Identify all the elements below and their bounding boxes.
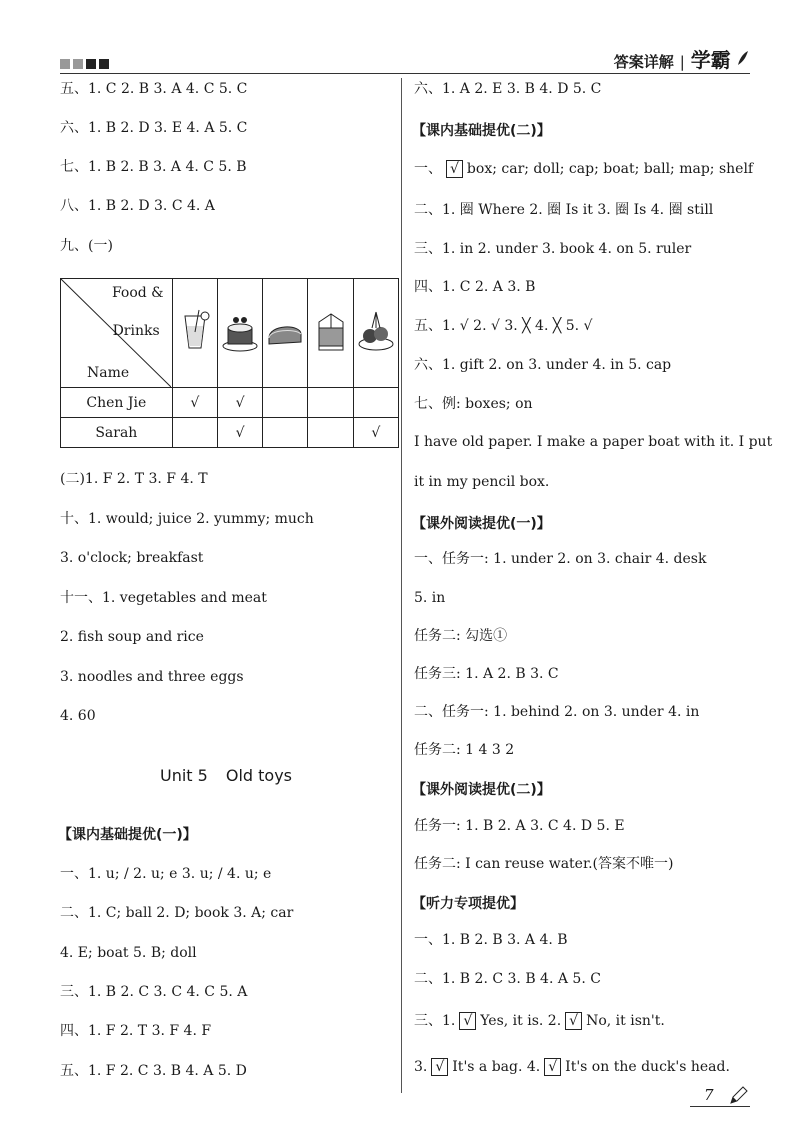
answer-line: 九、(一)	[60, 238, 113, 254]
answer-line: 任务三: 1. A 2. B 3. C	[414, 666, 559, 682]
column-divider	[401, 78, 402, 1093]
section-heading: 【听力专项提优】	[412, 896, 524, 912]
table-mark: √	[217, 388, 262, 418]
table-mark	[308, 418, 353, 448]
table-mark	[263, 388, 308, 418]
food-drinks-table	[60, 278, 399, 448]
answer-line: I have old paper. I make a paper boat with it. I put	[414, 434, 773, 450]
table-mark	[353, 388, 398, 418]
answer-text: Yes, it is. 2.	[480, 1013, 562, 1029]
answer-line: 二、1. 圈 Where 2. 圈 Is it 3. 圈 Is 4. 圈 still	[414, 202, 714, 218]
answer-line: 七、例: boxes; on	[414, 396, 533, 412]
brand-leaf-icon	[736, 49, 750, 67]
answer-line: 六、1. gift 2. on 3. under 4. in 5. cap	[414, 357, 672, 373]
answer-prefix: 三、1.	[414, 1013, 456, 1029]
milk-cell	[308, 279, 353, 388]
answer-line: 4. E; boat 5. B; doll	[60, 945, 197, 961]
table-mark	[263, 418, 308, 448]
answer-line: 一、1. B 2. B 3. A 4. B	[414, 932, 568, 948]
answer-line: 二、任务一: 1. behind 2. on 3. under 4. in	[414, 704, 700, 720]
answer-line: 四、1. F 2. T 3. F 4. F	[60, 1023, 212, 1039]
milk-icon	[311, 306, 351, 356]
table-mark	[172, 418, 217, 448]
answer-line: 三、1. in 2. under 3. book 4. on 5. ruler	[414, 241, 692, 257]
answer-line: 5. in	[414, 590, 446, 606]
answer-text: box; car; doll; cap; boat; ball; map; shelf	[466, 161, 754, 177]
header-squares	[60, 54, 112, 73]
pencil-icon	[728, 1086, 748, 1106]
answer-prefix: 一、	[414, 161, 442, 177]
answer-line: 3. noodles and three eggs	[60, 669, 244, 685]
answer-line: 二、1. B 2. C 3. B 4. A 5. C	[414, 971, 601, 987]
answer-line: 十一、1. vegetables and meat	[60, 590, 267, 606]
table-header-diagonal	[61, 279, 173, 388]
answer-line: 六、1. A 2. E 3. B 4. D 5. C	[414, 81, 602, 97]
check-box: √	[446, 160, 463, 178]
section-heading: 【课外阅读提优(一)】	[412, 516, 551, 532]
check-box: √	[459, 1012, 476, 1030]
table-mark: √	[217, 418, 262, 448]
bread-cell	[263, 279, 308, 388]
answer-line: 八、1. B 2. D 3. C 4. A	[60, 198, 215, 214]
answer-line: 五、1. C 2. B 3. A 4. C 5. C	[60, 81, 248, 97]
answer-line: 一、任务一: 1. under 2. on 3. chair 4. desk	[414, 551, 707, 567]
table-mark: √	[353, 418, 398, 448]
answer-line: 一、1. u; / 2. u; e 3. u; / 4. u; e	[60, 866, 272, 882]
header-food: Food &	[111, 285, 164, 301]
answer-text: It's a bag. 4.	[452, 1059, 541, 1075]
header-rule	[60, 73, 750, 74]
answer-line: (二)1. F 2. T 3. F 4. T	[60, 471, 208, 487]
answer-line: 3. o'clock; breakfast	[60, 550, 204, 566]
answer-line: 二、1. C; ball 2. D; book 3. A; car	[60, 905, 294, 921]
answer-line: 三、1. B 2. C 3. C 4. C 5. A	[60, 984, 248, 1000]
answer-line: 任务一: 1. B 2. A 3. C 4. D 5. E	[414, 818, 625, 834]
answer-line: 4. 60	[60, 708, 96, 724]
table-row-name: Chen Jie	[61, 388, 173, 418]
vegetables-cell	[353, 279, 398, 388]
unit-title-number: Unit 5	[160, 766, 208, 785]
answer-line: 四、1. C 2. A 3. B	[414, 279, 536, 295]
page-header	[60, 44, 750, 74]
answer-line: it in my pencil box.	[414, 474, 550, 490]
bread-icon	[265, 306, 305, 356]
table-row-name: Sarah	[61, 418, 173, 448]
answer-line: 2. fish soup and rice	[60, 629, 204, 645]
check-box: √	[544, 1058, 561, 1076]
section-heading: 【课外阅读提优(二)】	[412, 782, 551, 798]
answer-text: No, it isn't.	[586, 1013, 665, 1029]
unit-title	[160, 766, 310, 785]
section-heading: 【课内基础提优(一)】	[58, 827, 197, 843]
answer-line: 七、1. B 2. B 3. A 4. C 5. B	[60, 159, 247, 175]
answer-line: 任务二: I can reuse water.(答案不唯一)	[414, 856, 674, 872]
answer-text: It's on the duck's head.	[565, 1059, 730, 1075]
brand-left: 答案详解	[613, 53, 674, 71]
answer-line	[414, 160, 753, 178]
answer-line: 任务二: 1 4 3 2	[414, 742, 515, 758]
unit-title-name: Old toys	[225, 766, 292, 785]
juice-cell	[172, 279, 217, 388]
juice-icon	[175, 306, 215, 356]
cake-icon	[220, 306, 260, 356]
check-box: √	[431, 1058, 448, 1076]
check-box: √	[565, 1012, 582, 1030]
cake-cell	[217, 279, 262, 388]
answer-line: 十、1. would; juice 2. yummy; much	[60, 511, 314, 527]
footer-rule	[690, 1106, 750, 1107]
vegetables-icon	[356, 306, 396, 356]
answer-line: 任务二: 勾选①	[414, 628, 508, 644]
header-name: Name	[87, 365, 130, 381]
table-mark	[308, 388, 353, 418]
answer-line	[414, 1012, 665, 1030]
brand-right: 学霸	[690, 48, 731, 72]
table-mark: √	[172, 388, 217, 418]
header-drinks: Drinks	[112, 323, 160, 339]
page-number: 7	[704, 1086, 714, 1104]
answer-line: 五、1. F 2. C 3. B 4. A 5. D	[60, 1063, 247, 1079]
answer-line: 六、1. B 2. D 3. E 4. A 5. C	[60, 120, 248, 136]
answer-line	[414, 1058, 730, 1076]
section-heading: 【课内基础提优(二)】	[412, 123, 551, 139]
answer-prefix: 3.	[414, 1059, 428, 1075]
answer-line: 五、1. √ 2. √ 3. ╳ 4. ╳ 5. √	[414, 318, 593, 334]
brand: 答案详解 | 学霸	[614, 44, 750, 73]
